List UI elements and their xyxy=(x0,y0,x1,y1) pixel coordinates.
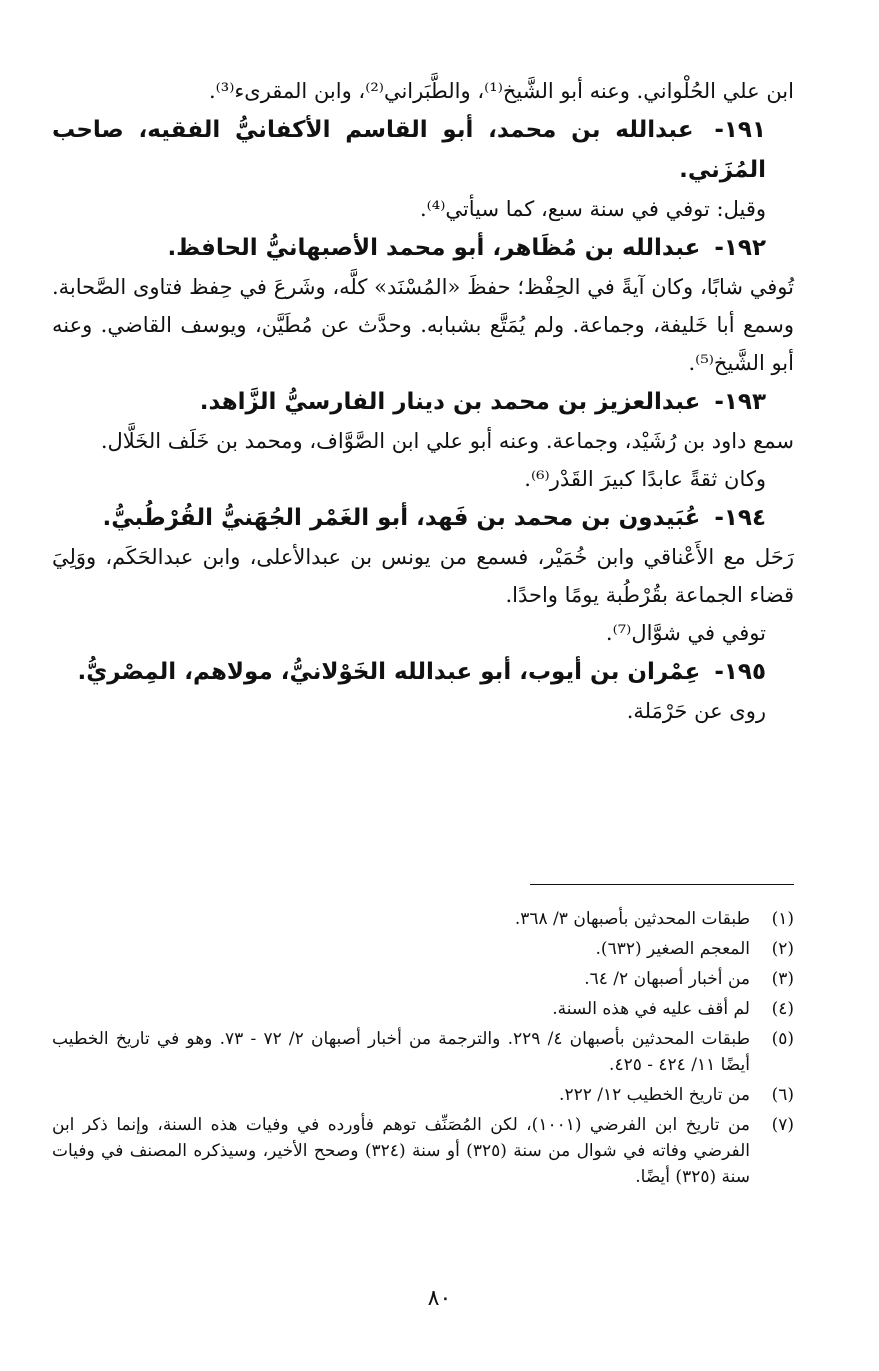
footnotes xyxy=(52,906,794,1194)
entry-heading-194 xyxy=(52,498,794,538)
footnote-text: من تاريخ الخطيب ١٢/ ٢٢٢. xyxy=(559,1085,750,1105)
footnote-item xyxy=(52,906,794,932)
footnote-item xyxy=(52,1112,794,1190)
entry-number: ١٩٢- xyxy=(714,235,766,261)
entry-paragraph: وقيل: توفي في سنة سبع، كما سيأتي⁽⁴⁾. xyxy=(419,197,766,221)
main-text xyxy=(52,72,794,730)
footnote-text: لم أقف عليه في هذه السنة. xyxy=(552,999,750,1019)
intro-line: ابن علي الحُلْواني. وعنه أبو الشَّيخ⁽¹⁾، والطَّبَراني⁽²⁾، وابن المقرىء⁽³⁾. xyxy=(208,79,794,103)
entry-paragraph: تُوفي شابًا، وكان آيةً في الحِفْظ؛ حفظَ «المُسْنَد» كلَّه، وشَرعَ في حِفظ فتاوى الصَّحابة. وسمع أبا خَليفة، وجماعة. ولم يُمَتَّع بشبابه. وحدَّث عن مُطَيَّن، ويوسف القاضي. وعنه أبو الشَّيخ⁽⁵⁾. xyxy=(52,275,794,375)
footnote-text: من تاريخ ابن الفرضي (١٠٠١)، لكن المُصَنِّف توهم فأورده في وفيات هذه السنة، وإنما ذكر ابن الفرضي وفاته في شوال من سنة (٣٢٥) أو سنة (٣٢٤) وصحح الأخير، وسيذكره المصنف في وفيات سنة (٣٢٥) أيضًا. xyxy=(52,1115,751,1187)
entry-number: ١٩٣- xyxy=(714,389,766,415)
entry-title: عِمْران بن أيوب، أبو عبدالله الخَوْلانيُّ، مولاهم، المِصْريُّ. xyxy=(77,659,701,685)
footnote-number: (٢) xyxy=(771,939,794,959)
entry-number: ١٩٤- xyxy=(714,505,766,531)
entry-heading-192 xyxy=(52,228,794,268)
entry-title: عبدالله بن محمد، أبو القاسم الأكفانيُّ الفقيه، صاحب المُزَني. xyxy=(52,117,766,183)
entry-paragraph: وكان ثقةً عابدًا كبيرَ القَدْر⁽⁶⁾. xyxy=(524,467,766,491)
footnote-text: طبقات المحدثين بأصبهان ٤/ ٢٢٩. والترجمة من أخبار أصبهان ٢/ ٧٢ - ٧٣. وهو في تاريخ الخطيب أيضًا ١١/ ٤٢٤ - ٤٢٥. xyxy=(52,1029,750,1075)
footnote-text: المعجم الصغير (٦٣٢). xyxy=(595,939,750,959)
footnote-item xyxy=(52,936,794,962)
entry-heading-193 xyxy=(52,382,794,422)
footnote-number: (٧) xyxy=(771,1115,794,1135)
footnote-item xyxy=(52,1026,794,1078)
entry-paragraph: سمع داود بن رُشَيْد، وجماعة. وعنه أبو علي ابن الصَّوَّاف، ومحمد بن خَلَف الخَلَّال. xyxy=(100,429,794,453)
footnote-number: (٣) xyxy=(771,969,794,989)
footnote-item xyxy=(52,996,794,1022)
footnote-item xyxy=(52,1082,794,1108)
entry-paragraph: روى عن حَرْمَلة. xyxy=(626,699,766,723)
footnote-item xyxy=(52,966,794,992)
entry-heading-191 xyxy=(52,110,794,190)
entry-paragraph: رَحَل مع الأَعْناقي وابن خُمَيْر، فسمع من يونس بن عبدالأعلى، وابن عبدالحَكَم، ووَلِيَ قضاء الجماعة بقُرْطُبة يومًا واحدًا. xyxy=(52,545,794,607)
entry-title: عبدالعزيز بن محمد بن دينار الفارسيُّ الزَّاهد. xyxy=(199,389,701,415)
entry-heading-195 xyxy=(52,652,794,692)
footnote-number: (٥) xyxy=(771,1029,794,1049)
entry-title: عبدالله بن مُظَاهر، أبو محمد الأصبهانيُّ الحافظ. xyxy=(167,235,701,261)
footnote-divider xyxy=(530,884,794,885)
footnote-number: (١) xyxy=(771,909,794,929)
entry-number: ١٩٥- xyxy=(714,659,766,685)
footnote-text: طبقات المحدثين بأصبهان ٣/ ٣٦٨. xyxy=(514,909,750,929)
footnote-number: (٤) xyxy=(771,999,794,1019)
page-number: ٨٠ xyxy=(427,1286,452,1311)
footnote-number: (٦) xyxy=(771,1085,794,1105)
entry-title: عُبَيدون بن محمد بن فَهد، أبو الغَمْر الجُهَنيُّ القُرْطُبيُّ. xyxy=(102,505,701,531)
entry-number: ١٩١- xyxy=(714,117,766,143)
entry-paragraph: توفي في شوَّال⁽⁷⁾. xyxy=(605,621,766,645)
footnote-text: من أخبار أصبهان ٢/ ٦٤. xyxy=(584,969,750,989)
